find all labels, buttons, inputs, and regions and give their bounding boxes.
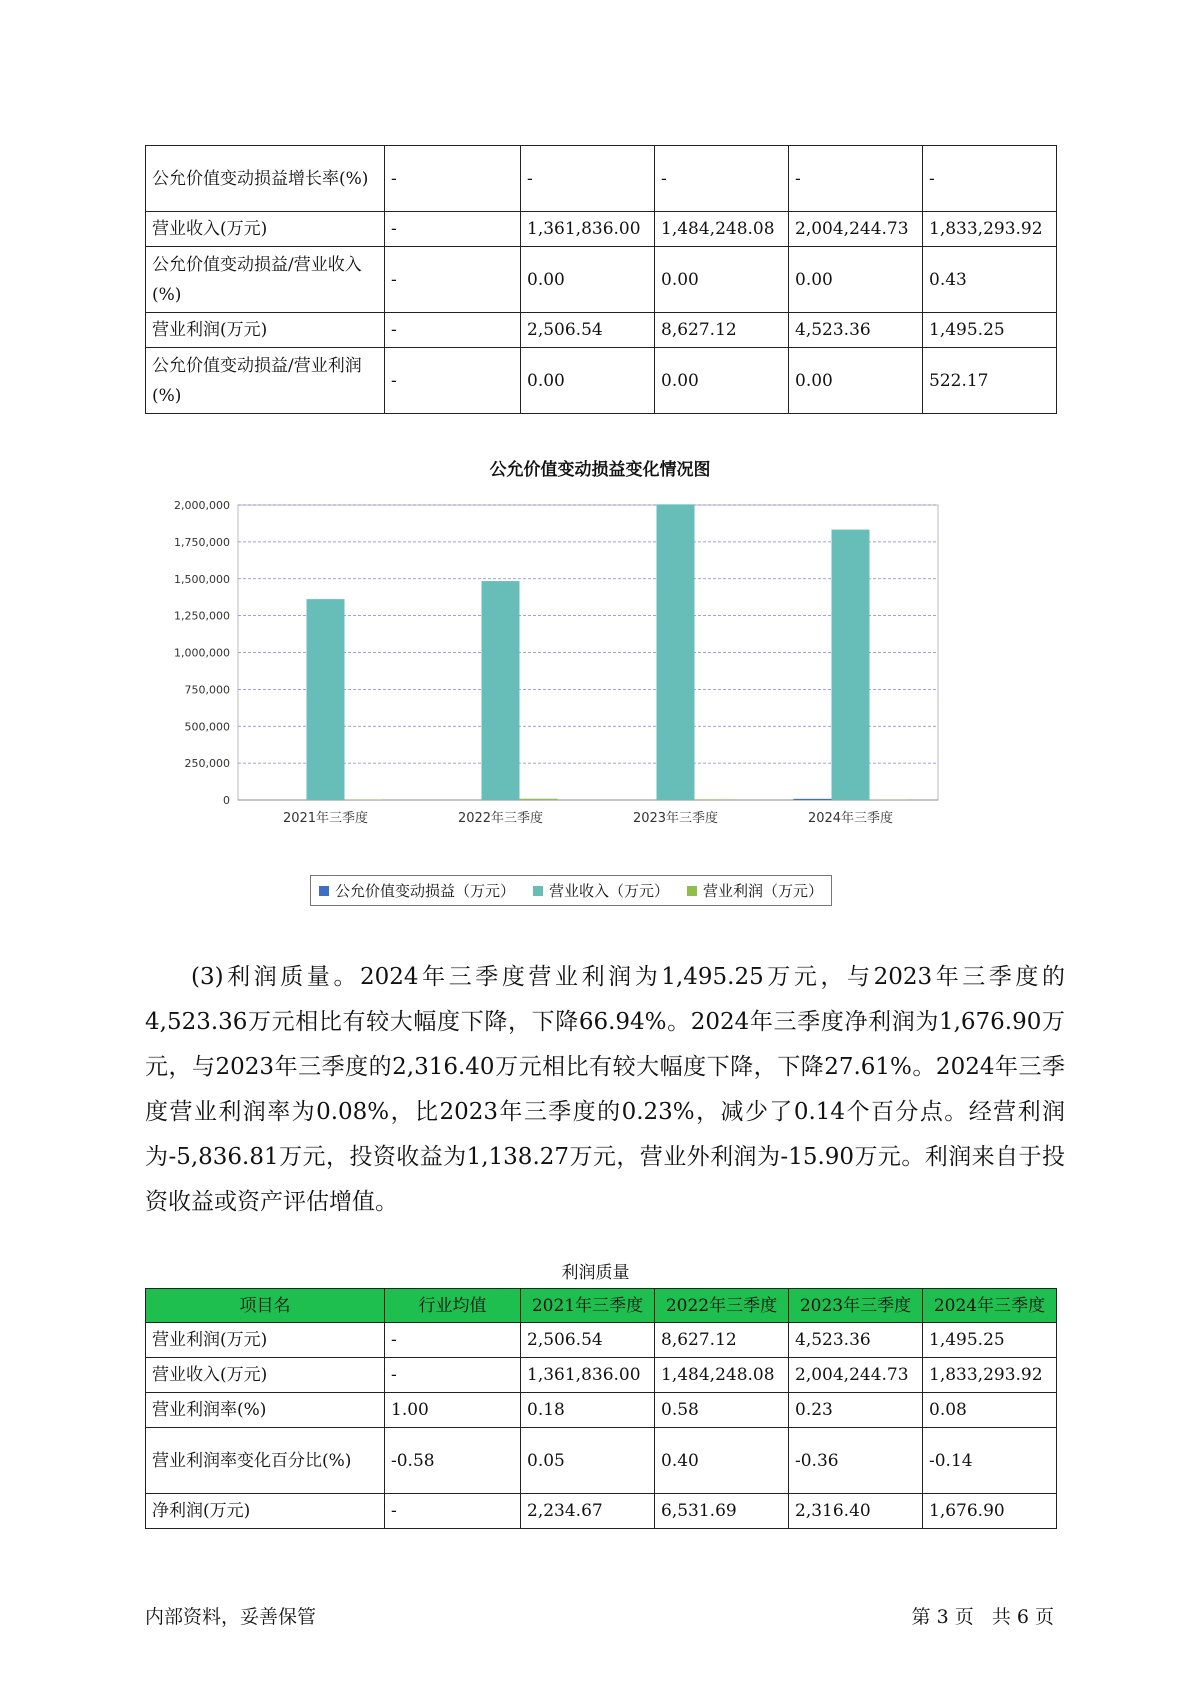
y-tick-label: 500,000 bbox=[184, 720, 230, 734]
table-cell: 1,833,293.92 bbox=[923, 1358, 1057, 1393]
legend-swatch bbox=[319, 886, 329, 896]
table-cell: 0.58 bbox=[655, 1393, 789, 1428]
x-tick-label: 2024年三季度 bbox=[807, 811, 894, 826]
table-cell: - bbox=[385, 348, 521, 414]
table-cell: 2,004,244.73 bbox=[789, 212, 923, 247]
table-cell: - bbox=[385, 313, 521, 348]
table-cell: - bbox=[655, 146, 789, 212]
legend-item bbox=[319, 880, 515, 901]
table-cell: 0.08 bbox=[923, 1393, 1057, 1428]
table-cell: 1,676.90 bbox=[923, 1494, 1057, 1529]
table-cell: 0.18 bbox=[521, 1393, 655, 1428]
legend-label: 营业利润（万元） bbox=[703, 882, 824, 900]
table-cell: 0.43 bbox=[923, 247, 1057, 313]
table-row bbox=[146, 1428, 1057, 1494]
table-cell: 1,495.25 bbox=[923, 313, 1057, 348]
table-cell: 4,523.36 bbox=[789, 1323, 923, 1358]
table-cell: 营业利润率变化百分比(%) bbox=[146, 1428, 385, 1494]
y-tick-label: 2,000,000 bbox=[174, 499, 230, 512]
table-cell: 4,523.36 bbox=[789, 313, 923, 348]
table-header-row bbox=[146, 1289, 1057, 1323]
legend-label: 营业收入（万元） bbox=[549, 882, 670, 900]
table-row bbox=[146, 1358, 1057, 1393]
table-cell: 净利润(万元) bbox=[146, 1494, 385, 1529]
y-tick-label: 750,000 bbox=[184, 683, 230, 697]
table-cell: 0.23 bbox=[789, 1393, 923, 1428]
table-cell: 0.00 bbox=[789, 247, 923, 313]
table-cell: 0.00 bbox=[521, 247, 655, 313]
table-cell: 1.00 bbox=[385, 1393, 521, 1428]
bar bbox=[307, 599, 345, 800]
table-cell: 1,495.25 bbox=[923, 1323, 1057, 1358]
fair-value-chart bbox=[150, 455, 1050, 920]
bar bbox=[657, 504, 695, 800]
table-cell: 营业利润率(%) bbox=[146, 1393, 385, 1428]
column-header: 行业均值 bbox=[385, 1289, 521, 1323]
x-tick-label: 2021年三季度 bbox=[282, 811, 369, 826]
table-cell: 8,627.12 bbox=[655, 1323, 789, 1358]
table-row bbox=[146, 1393, 1057, 1428]
table-cell: 1,361,836.00 bbox=[521, 212, 655, 247]
table-caption: 利润质量 bbox=[561, 1263, 630, 1283]
table-cell: 0.00 bbox=[655, 247, 789, 313]
column-header: 2021年三季度 bbox=[521, 1289, 655, 1323]
table-cell: - bbox=[385, 1494, 521, 1529]
y-tick-label: 1,750,000 bbox=[174, 535, 230, 549]
x-tick-label: 2023年三季度 bbox=[632, 811, 719, 826]
table-cell: - bbox=[385, 1358, 521, 1393]
table-row bbox=[146, 348, 1057, 414]
table-row bbox=[146, 1494, 1057, 1529]
table-cell: 0.00 bbox=[655, 348, 789, 414]
table-row bbox=[146, 313, 1057, 348]
bar bbox=[794, 799, 832, 800]
legend-label: 公允价值变动损益（万元） bbox=[335, 882, 516, 900]
table-cell: 2,506.54 bbox=[521, 1323, 655, 1358]
column-header: 2024年三季度 bbox=[923, 1289, 1057, 1323]
table-cell: - bbox=[923, 146, 1057, 212]
bar bbox=[832, 530, 870, 800]
bar bbox=[695, 799, 733, 800]
table-cell: 2,506.54 bbox=[521, 313, 655, 348]
chart-legend bbox=[310, 875, 832, 906]
table-row bbox=[146, 1323, 1057, 1358]
x-tick-label: 2022年三季度 bbox=[457, 811, 544, 826]
column-header: 2022年三季度 bbox=[655, 1289, 789, 1323]
table-cell: - bbox=[385, 247, 521, 313]
legend-swatch bbox=[687, 886, 697, 896]
table-cell: 公允价值变动损益/营业收入(%) bbox=[146, 247, 385, 313]
table-cell: 0.05 bbox=[521, 1428, 655, 1494]
table-cell: 1,484,248.08 bbox=[655, 1358, 789, 1393]
table-cell: - bbox=[385, 1323, 521, 1358]
table-cell: - bbox=[789, 146, 923, 212]
table-cell: - bbox=[385, 212, 521, 247]
table-cell: 1,361,836.00 bbox=[521, 1358, 655, 1393]
table-row bbox=[146, 146, 1057, 212]
profit-quality-paragraph: (3)利润质量。2024年三季度营业利润为1,495.25万元，与2023年三季度的4,523.36万元相比有较大幅度下降，下降66.94%。2024年三季度净利润为1,676.90万元，与2023年三季度的2,316.40万元相比有较大幅度下降，下降27.61%。2024年三季度营业利润率为0.08%，比2023年三季度的0.23%，减少了0.14个百分点。经营利润为-5,836.81万元，投资收益为1,138.27万元，营业外利润为-15.90万元。利润来自于投资收益或资产评估增值。 bbox=[145, 964, 1065, 1215]
chart-canvas bbox=[150, 455, 1050, 875]
table-cell: 1,484,248.08 bbox=[655, 212, 789, 247]
y-tick-label: 0 bbox=[223, 794, 230, 807]
y-tick-label: 1,000,000 bbox=[174, 646, 230, 660]
y-tick-label: 1,500,000 bbox=[174, 572, 230, 586]
legend-item bbox=[687, 880, 823, 901]
table-cell: 营业收入(万元) bbox=[146, 1358, 385, 1393]
table-cell: 营业收入(万元) bbox=[146, 212, 385, 247]
legend-swatch bbox=[533, 886, 543, 896]
table-cell: 1,833,293.92 bbox=[923, 212, 1057, 247]
legend-item bbox=[533, 880, 669, 901]
fair-value-table bbox=[145, 145, 1057, 414]
table-cell: 营业利润(万元) bbox=[146, 313, 385, 348]
y-tick-label: 1,250,000 bbox=[174, 609, 230, 623]
table-cell: 6,531.69 bbox=[655, 1494, 789, 1529]
column-header: 项目名 bbox=[146, 1289, 385, 1323]
table-cell: 522.17 bbox=[923, 348, 1057, 414]
table-cell: - bbox=[385, 146, 521, 212]
table-cell: 2,316.40 bbox=[789, 1494, 923, 1529]
table-cell: 2,004,244.73 bbox=[789, 1358, 923, 1393]
bar bbox=[482, 581, 520, 800]
y-tick-label: 250,000 bbox=[184, 757, 230, 771]
column-header: 2023年三季度 bbox=[789, 1289, 923, 1323]
table-cell: 2,234.67 bbox=[521, 1494, 655, 1529]
table-cell: 公允价值变动损益/营业利润(%) bbox=[146, 348, 385, 414]
table-cell: 0.00 bbox=[789, 348, 923, 414]
table-cell: 营业利润(万元) bbox=[146, 1323, 385, 1358]
table-cell: 8,627.12 bbox=[655, 313, 789, 348]
footer-confidential: 内部资料，妥善保管 bbox=[145, 1606, 317, 1628]
profit-quality-table bbox=[145, 1288, 1057, 1529]
table-cell: - bbox=[521, 146, 655, 212]
table-cell: -0.36 bbox=[789, 1428, 923, 1494]
chart-title: 公允价值变动损益变化情况图 bbox=[489, 460, 711, 480]
table-cell: 公允价值变动损益增长率(%) bbox=[146, 146, 385, 212]
table-row bbox=[146, 247, 1057, 313]
table-row bbox=[146, 212, 1057, 247]
bar bbox=[520, 799, 558, 800]
footer-page-number: 第 3 页 共 6 页 bbox=[911, 1606, 1054, 1628]
table-cell: 0.40 bbox=[655, 1428, 789, 1494]
table-cell: -0.14 bbox=[923, 1428, 1057, 1494]
table-cell: -0.58 bbox=[385, 1428, 521, 1494]
table-cell: 0.00 bbox=[521, 348, 655, 414]
